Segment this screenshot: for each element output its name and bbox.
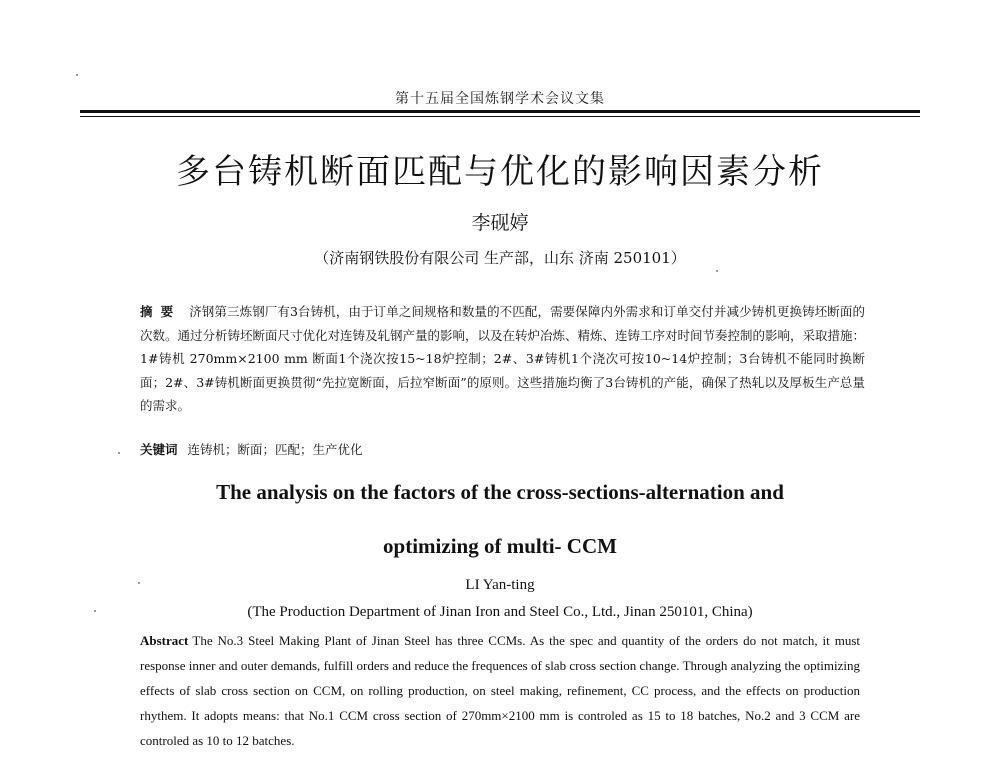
scan-speck — [138, 582, 140, 584]
scan-speck — [94, 610, 96, 612]
abstract-chinese-label: 摘要 — [140, 304, 182, 319]
title-english-line-1: The analysis on the factors of the cross-sections-alternation and — [216, 480, 784, 504]
abstract-chinese — [140, 300, 865, 418]
abstract-english-text: The No.3 Steel Making Plant of Jinan Steel has three CCMs. As the spec and quantity of the orders do not match, it must response inner and outer demands, fulfill orders and reduce the frequences of slab cross section change. Through analyzing the optimizing effects of slab cross section on CCM, on rolling production, on steel making, refinement, CC process, and the effects on production rhythem. It adopts means: that No.1 CCM cross section of 270mm×2100 mm is controled as 15 to 18 batches, No.2 and 3 CCM are controled as 10 to 12 batches. — [140, 633, 860, 748]
scan-speck — [118, 452, 120, 454]
abstract-chinese-text: 济钢第三炼钢厂有3台铸机，由于订单之间规格和数量的不匹配，需要保障内外需求和订单交付并减少铸机更换铸坯断面的次数。通过分析铸坯断面尺寸优化对连铸及轧钢产量的影响，以及在转炉冶炼、精炼、连铸工序对时间节奏控制的影响，采取措施：1#铸机 270mm×2100 mm 断面1个浇次按15~18炉控制；2#、3#铸机1个浇次可按10~14炉控制；3台铸机不能同时换断面；2#、3#铸机断面更换贯彻“先拉宽断面，后拉窄断面”的原则。这些措施均衡了3台铸机的产能，确保了热轧以及厚板生产总量的需求。 — [140, 304, 866, 413]
keywords-chinese-text: 连铸机；断面；匹配；生产优化 — [187, 442, 363, 457]
keywords-chinese-label: 关键词 — [140, 442, 178, 457]
scan-speck — [76, 74, 78, 76]
keywords-chinese — [140, 440, 865, 458]
scan-speck — [716, 270, 718, 272]
running-head: 第十五届全国炼钢学术会议文集 — [395, 91, 605, 107]
abstract-english-label: Abstract — [140, 633, 189, 648]
affiliation-english: (The Production Department of Jinan Iron and Steel Co., Ltd., Jinan 250101, China) — [247, 604, 753, 620]
affiliation-chinese: （济南钢铁股份有限公司 生产部，山东 济南 250101） — [314, 249, 686, 267]
author-english: LI Yan-ting — [465, 577, 535, 593]
title-english-line-2: optimizing of multi- CCM — [383, 534, 617, 558]
header-rule-thin — [80, 116, 920, 117]
author-chinese: 李砚婷 — [471, 212, 529, 234]
title-chinese: 多台铸机断面匹配与优化的影响因素分析 — [176, 152, 824, 192]
abstract-english — [140, 628, 860, 753]
header-rule-thick — [80, 110, 920, 113]
